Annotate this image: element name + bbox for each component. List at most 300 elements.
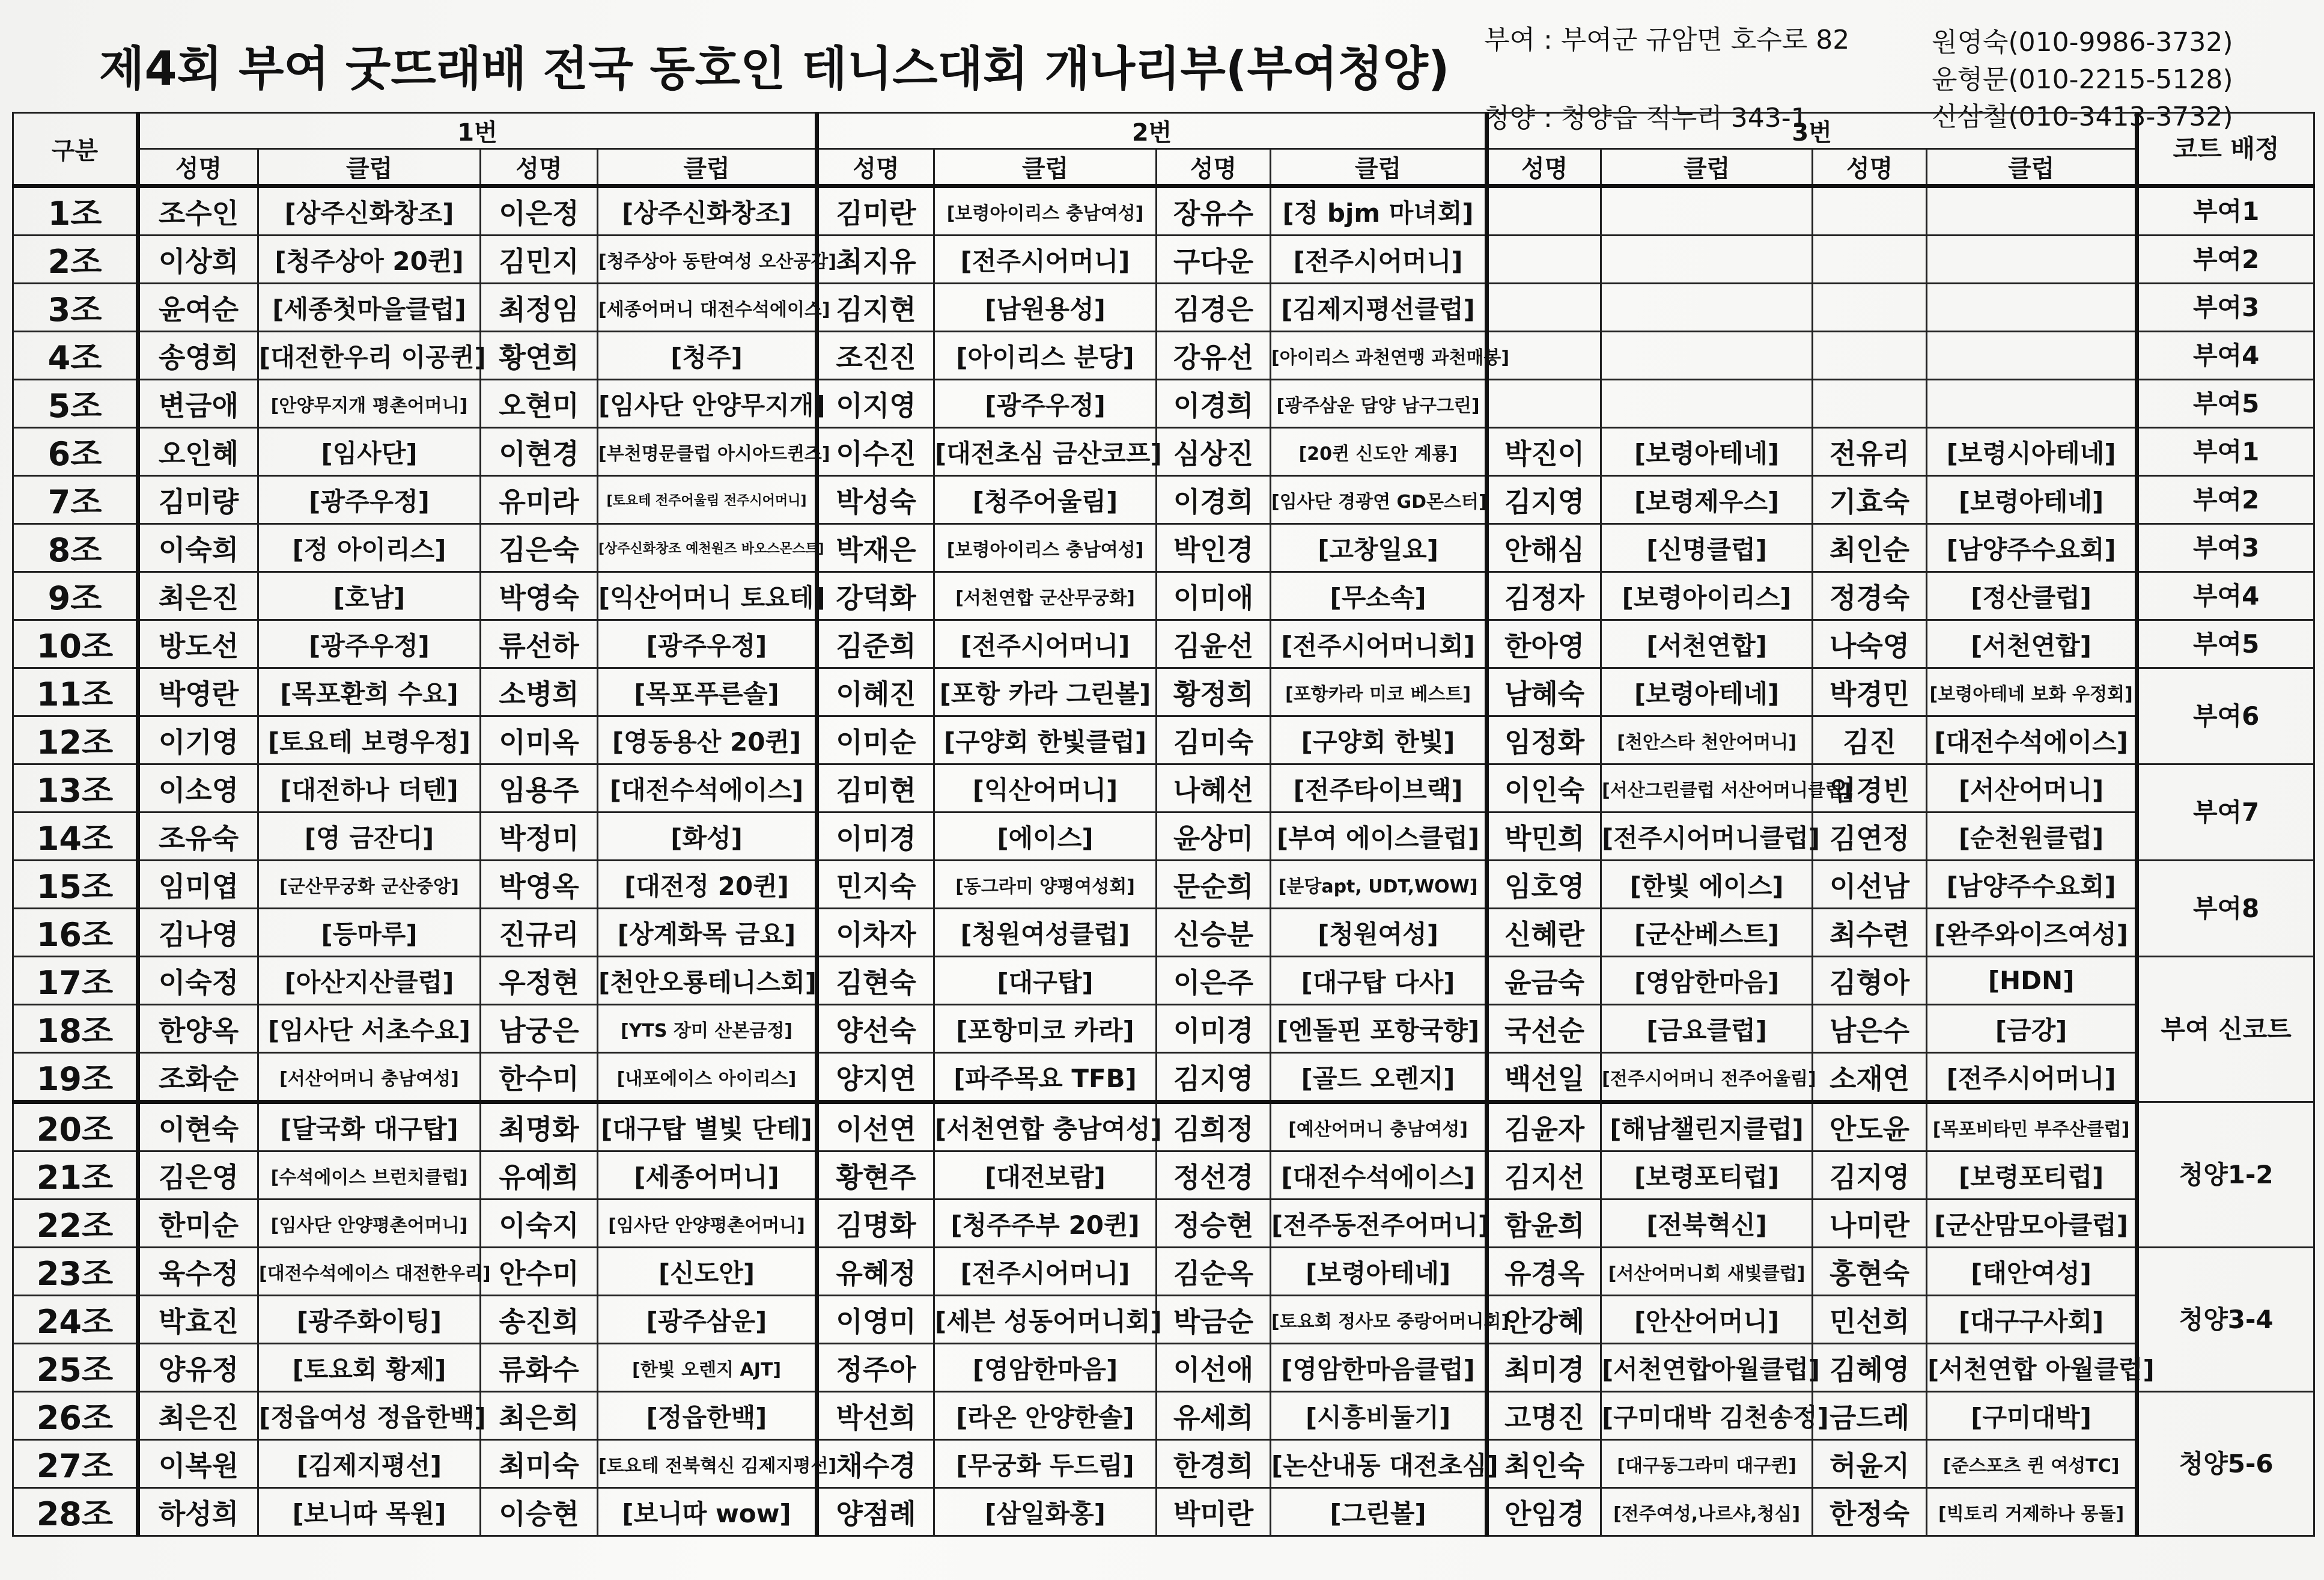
player-club: [보령아이리스 충남여성] (934, 186, 1157, 236)
header-name: 성명 (1157, 149, 1271, 186)
player-name: 김현숙 (817, 957, 934, 1005)
table-row (13, 1102, 2314, 1151)
player-name: 이차자 (817, 909, 934, 957)
player-club: [대전수석에이스 대전한우리] (258, 1248, 481, 1296)
player-name: 김명화 (817, 1200, 934, 1248)
player-name: 남은수 (1813, 1005, 1927, 1053)
player-club: [광주삼운 담양 남구그린] (1271, 380, 1487, 428)
player-name: 양선숙 (817, 1005, 934, 1053)
player-club: [임사단 안양평촌어머니] (598, 1200, 817, 1248)
player-club: [청원여성] (1271, 909, 1487, 957)
player-name: 유예희 (481, 1151, 598, 1200)
player-club: [구미대박 김천송정] (1601, 1392, 1813, 1440)
player-club: [토요회 정사모 중랑어머니회] (1271, 1296, 1487, 1344)
player-club: [전주시어머니클럽] (1601, 813, 1813, 861)
player-club: [광주삼운] (598, 1296, 817, 1344)
player-club: [김제지평선] (258, 1440, 481, 1488)
address-cheongyang: 청양 : 청양읍 적누리 343-1 (1484, 103, 1808, 133)
table-row (13, 1053, 2314, 1102)
group-label: 23조 (13, 1248, 138, 1296)
player-club: [구미대박] (1927, 1392, 2137, 1440)
player-club (1601, 236, 1813, 284)
player-club: [빅토리 거제하나 몽돌] (1927, 1488, 2137, 1536)
player-club: [부천명문클럽 아시아드퀸즈] (598, 428, 817, 476)
player-name (1487, 186, 1601, 236)
player-name: 임경빈 (1813, 764, 1927, 813)
player-name: 정선경 (1157, 1151, 1271, 1200)
player-club: [세종첫마을클럽] (258, 284, 481, 332)
player-name: 하성희 (138, 1488, 258, 1536)
player-name: 송영희 (138, 332, 258, 380)
player-name: 박재은 (817, 524, 934, 572)
contact-item: 신삼철(010-3413-3732) (1932, 102, 2233, 132)
player-club: [준스포츠 퀸 여성TC] (1927, 1440, 2137, 1488)
player-name: 조진진 (817, 332, 934, 380)
header-club: 클럽 (1271, 149, 1487, 186)
table-row (13, 716, 2314, 764)
player-club: [순천원클럽] (1927, 813, 2137, 861)
player-club: [청주상아 동탄여성 오산공감] (598, 236, 817, 284)
player-club: [영암한마음클럽] (1271, 1344, 1487, 1392)
player-name: 박영란 (138, 668, 258, 716)
player-name: 김미숙 (1157, 716, 1271, 764)
player-name: 박미란 (1157, 1488, 1271, 1536)
player-club: [전주여성,나르샤,청심] (1601, 1488, 1813, 1536)
player-name: 이경희 (1157, 476, 1271, 524)
player-club: [서산어머니회 새빛클럽] (1601, 1248, 1813, 1296)
player-name: 류화수 (481, 1344, 598, 1392)
player-club: [아산지산클럽] (258, 957, 481, 1005)
court-assignment: 부여7 (2137, 764, 2314, 861)
header-seat-2: 2번 (817, 113, 1487, 149)
player-club: [대전수석에이스] (1927, 716, 2137, 764)
group-label: 9조 (13, 572, 138, 620)
player-name: 허윤지 (1813, 1440, 1927, 1488)
player-club: [HDN] (1927, 957, 2137, 1005)
player-name: 이미애 (1157, 572, 1271, 620)
header-club: 클럽 (1601, 149, 1813, 186)
player-club: [군산베스트] (1601, 909, 1813, 957)
court-assignment: 부여4 (2137, 332, 2314, 380)
header-club: 클럽 (258, 149, 481, 186)
player-club: [광주우정] (598, 620, 817, 668)
player-club: [호남] (258, 572, 481, 620)
player-club: [익산어머니 토요테] (598, 572, 817, 620)
player-club: [포항카라 미코 베스트] (1271, 668, 1487, 716)
player-club: [전주시어머니] (934, 1248, 1157, 1296)
player-club: [서천연합] (1601, 620, 1813, 668)
player-name: 김형아 (1813, 957, 1927, 1005)
player-name: 김미현 (817, 764, 934, 813)
header-club: 클럽 (598, 149, 817, 186)
header-court: 코트 배정 (2137, 113, 2314, 186)
player-club: [정읍한백] (598, 1392, 817, 1440)
player-club: [대전초심 금산코프] (934, 428, 1157, 476)
player-name: 남혜숙 (1487, 668, 1601, 716)
player-club: [무궁화 두드림] (934, 1440, 1157, 1488)
player-club: [상주신화창조 예천원즈 바오스몬스트] (598, 524, 817, 572)
player-name: 이승현 (481, 1488, 598, 1536)
player-name: 이미옥 (481, 716, 598, 764)
player-club: [삼일화홍] (934, 1488, 1157, 1536)
player-club: [임사단 경광연 GD몬스터] (1271, 476, 1487, 524)
table-row (13, 1488, 2314, 1536)
player-club: [토요회 황제] (258, 1344, 481, 1392)
court-assignment: 부여4 (2137, 572, 2314, 620)
player-club: [안산어머니] (1601, 1296, 1813, 1344)
player-name: 정경숙 (1813, 572, 1927, 620)
player-name: 강유선 (1157, 332, 1271, 380)
player-club: [세븐 성동어머니회] (934, 1296, 1157, 1344)
player-club: [청주주부 20퀸] (934, 1200, 1157, 1248)
player-club: [세종어머니] (598, 1151, 817, 1200)
table-row (13, 476, 2314, 524)
player-club: [화성] (598, 813, 817, 861)
player-name: 이혜진 (817, 668, 934, 716)
player-name: 양점례 (817, 1488, 934, 1536)
header-seat-1: 1번 (138, 113, 817, 149)
header-name: 성명 (481, 149, 598, 186)
player-name: 김미란 (817, 186, 934, 236)
player-name: 민지숙 (817, 861, 934, 909)
player-name: 이경희 (1157, 380, 1271, 428)
player-club: [파주목요 TFB] (934, 1053, 1157, 1102)
player-club: [상주신화창조] (598, 186, 817, 236)
player-club: [태안여성] (1927, 1248, 2137, 1296)
player-name: 최은진 (138, 572, 258, 620)
player-name: 최정임 (481, 284, 598, 332)
player-name: 유혜정 (817, 1248, 934, 1296)
player-name: 최인숙 (1487, 1440, 1601, 1488)
player-club: [대구탑 별빛 단테] (598, 1102, 817, 1151)
player-club: [달국화 대구탑] (258, 1102, 481, 1151)
player-club: [임사단 안양무지개] (598, 380, 817, 428)
player-name: 우정현 (481, 957, 598, 1005)
player-club: [광주우정] (258, 620, 481, 668)
player-club: [대전보람] (934, 1151, 1157, 1200)
player-club: [광주우정] (934, 380, 1157, 428)
player-name: 최명화 (481, 1102, 598, 1151)
player-name: 한수미 (481, 1053, 598, 1102)
player-name: 황현주 (817, 1151, 934, 1200)
player-club: [보령아테네 보화 우정회] (1927, 668, 2137, 716)
player-club: [포항 카라 그린볼] (934, 668, 1157, 716)
player-name: 한미순 (138, 1200, 258, 1248)
header-name: 성명 (1813, 149, 1927, 186)
player-name: 박정미 (481, 813, 598, 861)
group-label: 17조 (13, 957, 138, 1005)
player-club: [천안오룡테니스회] (598, 957, 817, 1005)
player-club: [무소속] (1271, 572, 1487, 620)
group-label: 15조 (13, 861, 138, 909)
player-club: [논산내동 대전초심] (1271, 1440, 1487, 1488)
group-label: 4조 (13, 332, 138, 380)
player-name: 안수미 (481, 1248, 598, 1296)
player-club: [라온 안양한솔] (934, 1392, 1157, 1440)
player-name: 김민지 (481, 236, 598, 284)
player-name: 박영숙 (481, 572, 598, 620)
player-club: [정산클럽] (1927, 572, 2137, 620)
player-name: 남궁은 (481, 1005, 598, 1053)
player-name: 이은주 (1157, 957, 1271, 1005)
player-club: [천안스타 천안어머니] (1601, 716, 1813, 764)
player-club: [그린볼] (1271, 1488, 1487, 1536)
player-name: 최수련 (1813, 909, 1927, 957)
player-club: [보령아테네] (1601, 428, 1813, 476)
table-row (13, 1296, 2314, 1344)
header-name: 성명 (138, 149, 258, 186)
player-club: [상계화목 금요] (598, 909, 817, 957)
player-club: [대구동그라미 대구퀸] (1601, 1440, 1813, 1488)
player-club: [군산무궁화 군산중앙] (258, 861, 481, 909)
player-club: [청원여성클럽] (934, 909, 1157, 957)
player-name: 나미란 (1813, 1200, 1927, 1248)
player-club: [대구구사회] (1927, 1296, 2137, 1344)
player-club: [목포푸른솔] (598, 668, 817, 716)
player-club: [대전수석에이스] (598, 764, 817, 813)
player-name: 이미경 (1157, 1005, 1271, 1053)
player-club: [남원용성] (934, 284, 1157, 332)
player-club: [광주화이팅] (258, 1296, 481, 1344)
player-name: 금드레 (1813, 1392, 1927, 1440)
player-name: 소재연 (1813, 1053, 1927, 1102)
player-name: 이미경 (817, 813, 934, 861)
player-name: 장유수 (1157, 186, 1271, 236)
player-club: [보령포티럽] (1927, 1151, 2137, 1200)
player-name: 조유숙 (138, 813, 258, 861)
player-club: [전주시어머니 전주어울림] (1601, 1053, 1813, 1102)
player-name: 김진 (1813, 716, 1927, 764)
player-club: [YTS 장미 산본금정] (598, 1005, 817, 1053)
player-club: [부여 에이스클럽] (1271, 813, 1487, 861)
player-club: [한빛 에이스] (1601, 861, 1813, 909)
table-row (13, 861, 2314, 909)
player-club: [정 bjm 마녀회] (1271, 186, 1487, 236)
player-name: 최은희 (481, 1392, 598, 1440)
player-name: 안강혜 (1487, 1296, 1601, 1344)
player-club: [임사단] (258, 428, 481, 476)
player-club: [세종어머니 대전수석에이스] (598, 284, 817, 332)
group-label: 5조 (13, 380, 138, 428)
player-club: [서천연합 군산무궁화] (934, 572, 1157, 620)
player-name: 백선일 (1487, 1053, 1601, 1102)
player-club (1601, 284, 1813, 332)
group-label: 19조 (13, 1053, 138, 1102)
player-club: [대구탑 다사] (1271, 957, 1487, 1005)
player-club: [보령아테네] (1271, 1248, 1487, 1296)
table-row (13, 1200, 2314, 1248)
court-assignment: 청양1-2 (2137, 1102, 2314, 1248)
player-name (1813, 236, 1927, 284)
player-name: 양지연 (817, 1053, 934, 1102)
player-name: 윤상미 (1157, 813, 1271, 861)
player-club: [목포환희 수요] (258, 668, 481, 716)
player-club (1927, 332, 2137, 380)
group-label: 21조 (13, 1151, 138, 1200)
group-label: 25조 (13, 1344, 138, 1392)
group-label: 26조 (13, 1392, 138, 1440)
player-name: 김희정 (1157, 1102, 1271, 1151)
player-club: [전주타이브랙] (1271, 764, 1487, 813)
player-club: [포항미코 카라] (934, 1005, 1157, 1053)
player-club: [전주동전주어머니] (1271, 1200, 1487, 1248)
group-label: 14조 (13, 813, 138, 861)
player-club: [서천연합] (1927, 620, 2137, 668)
court-assignment: 부여2 (2137, 476, 2314, 524)
player-name: 윤금숙 (1487, 957, 1601, 1005)
player-club: [목포비타민 부주산클럽] (1927, 1102, 2137, 1151)
table-row (13, 620, 2314, 668)
player-club: [전주시어머니] (934, 620, 1157, 668)
player-club: [정 아이리스] (258, 524, 481, 572)
group-label: 27조 (13, 1440, 138, 1488)
court-assignment: 청양5-6 (2137, 1392, 2314, 1536)
group-label: 11조 (13, 668, 138, 716)
player-name: 김정자 (1487, 572, 1601, 620)
player-club: [영암한마음] (934, 1344, 1157, 1392)
court-assignment: 부여8 (2137, 861, 2314, 957)
group-label: 2조 (13, 236, 138, 284)
player-name: 양유정 (138, 1344, 258, 1392)
player-name: 김혜영 (1813, 1344, 1927, 1392)
player-name: 윤여순 (138, 284, 258, 332)
player-name: 이영미 (817, 1296, 934, 1344)
player-name: 최은진 (138, 1392, 258, 1440)
player-club: [아이리스 과천연맹 과천매봉] (1271, 332, 1487, 380)
player-name: 채수경 (817, 1440, 934, 1488)
player-name (1487, 284, 1601, 332)
player-name: 김경은 (1157, 284, 1271, 332)
player-name: 이숙지 (481, 1200, 598, 1248)
player-club: [영암한마음] (1601, 957, 1813, 1005)
player-name: 조수인 (138, 186, 258, 236)
player-name: 기효숙 (1813, 476, 1927, 524)
player-name: 김은영 (138, 1151, 258, 1200)
group-label: 28조 (13, 1488, 138, 1536)
player-club: [보령아테네] (1927, 476, 2137, 524)
player-name: 임미엽 (138, 861, 258, 909)
table-row (13, 1344, 2314, 1392)
player-name: 함윤희 (1487, 1200, 1601, 1248)
table-row (13, 186, 2314, 236)
player-club: [청주] (598, 332, 817, 380)
player-club: [보령아이리스 충남여성] (934, 524, 1157, 572)
player-name: 이기영 (138, 716, 258, 764)
player-name: 한양옥 (138, 1005, 258, 1053)
court-assignment: 부여1 (2137, 428, 2314, 476)
player-name: 이수진 (817, 428, 934, 476)
player-club: [신도안] (598, 1248, 817, 1296)
group-label: 10조 (13, 620, 138, 668)
player-name: 이인숙 (1487, 764, 1601, 813)
player-name: 황정희 (1157, 668, 1271, 716)
table-row (13, 764, 2314, 813)
player-name: 송진희 (481, 1296, 598, 1344)
player-club: [에이스] (934, 813, 1157, 861)
draw-table (12, 112, 2315, 1537)
player-name: 안도윤 (1813, 1102, 1927, 1151)
player-club (1927, 236, 2137, 284)
player-club: [토요테 보령우정] (258, 716, 481, 764)
player-name: 김지영 (1813, 1151, 1927, 1200)
player-club: [엔돌핀 포항국향] (1271, 1005, 1487, 1053)
player-club: [서산어머니 충남여성] (258, 1053, 481, 1102)
player-club: [영 금잔디] (258, 813, 481, 861)
player-name: 김순옥 (1157, 1248, 1271, 1296)
player-name: 류선하 (481, 620, 598, 668)
player-name: 문순희 (1157, 861, 1271, 909)
player-club: [토요테 전주어울림 전주시어머니] (598, 476, 817, 524)
player-club: [대전정 20퀸] (598, 861, 817, 909)
header-name: 성명 (1487, 149, 1601, 186)
player-name: 나숙영 (1813, 620, 1927, 668)
player-name: 이복원 (138, 1440, 258, 1488)
player-club: [고창일요] (1271, 524, 1487, 572)
group-label: 12조 (13, 716, 138, 764)
player-club: [신명클럽] (1601, 524, 1813, 572)
player-name: 임호영 (1487, 861, 1601, 909)
player-name: 유세희 (1157, 1392, 1271, 1440)
header-club: 클럽 (934, 149, 1157, 186)
player-name: 진규리 (481, 909, 598, 957)
player-name: 이미순 (817, 716, 934, 764)
player-name: 이지영 (817, 380, 934, 428)
player-club: [광주우정] (258, 476, 481, 524)
group-label: 13조 (13, 764, 138, 813)
address-buyeo: 부여 : 부여군 규암면 호수로 82 (1484, 25, 1850, 55)
player-name: 김지영 (1487, 476, 1601, 524)
player-name: 이선연 (817, 1102, 934, 1151)
player-name: 박성숙 (817, 476, 934, 524)
player-club: [영동용산 20퀸] (598, 716, 817, 764)
player-name: 이상희 (138, 236, 258, 284)
player-club: [완주와이즈여성] (1927, 909, 2137, 957)
player-club: [전주시어머니] (934, 236, 1157, 284)
group-label: 22조 (13, 1200, 138, 1248)
player-name: 이현경 (481, 428, 598, 476)
player-name: 안임경 (1487, 1488, 1601, 1536)
contact-item: 원영숙(010-9986-3732) (1932, 27, 2233, 58)
group-label: 6조 (13, 428, 138, 476)
player-name: 김지선 (1487, 1151, 1601, 1200)
player-club: [구양회 한빛] (1271, 716, 1487, 764)
player-club (1927, 380, 2137, 428)
player-name: 안해심 (1487, 524, 1601, 572)
player-name: 소병희 (481, 668, 598, 716)
group-label: 8조 (13, 524, 138, 572)
group-label: 7조 (13, 476, 138, 524)
player-club: [서천연합아월클럽] (1601, 1344, 1813, 1392)
table-row (13, 236, 2314, 284)
player-name: 이현숙 (138, 1102, 258, 1151)
player-name: 오현미 (481, 380, 598, 428)
player-club: [전북혁신] (1601, 1200, 1813, 1248)
player-name: 오인혜 (138, 428, 258, 476)
header-seat-3: 3번 (1487, 113, 2137, 149)
player-club: [대구탑] (934, 957, 1157, 1005)
court-assignment: 부여5 (2137, 620, 2314, 668)
player-name: 육수정 (138, 1248, 258, 1296)
player-name (1813, 186, 1927, 236)
player-name (1813, 332, 1927, 380)
group-label: 24조 (13, 1296, 138, 1344)
player-club: [시흥비둘기] (1271, 1392, 1487, 1440)
player-club: [전주시어머니회] (1271, 620, 1487, 668)
court-assignment: 부여2 (2137, 236, 2314, 284)
player-name: 김지현 (817, 284, 934, 332)
player-name: 한아영 (1487, 620, 1601, 668)
table-row (13, 1005, 2314, 1053)
